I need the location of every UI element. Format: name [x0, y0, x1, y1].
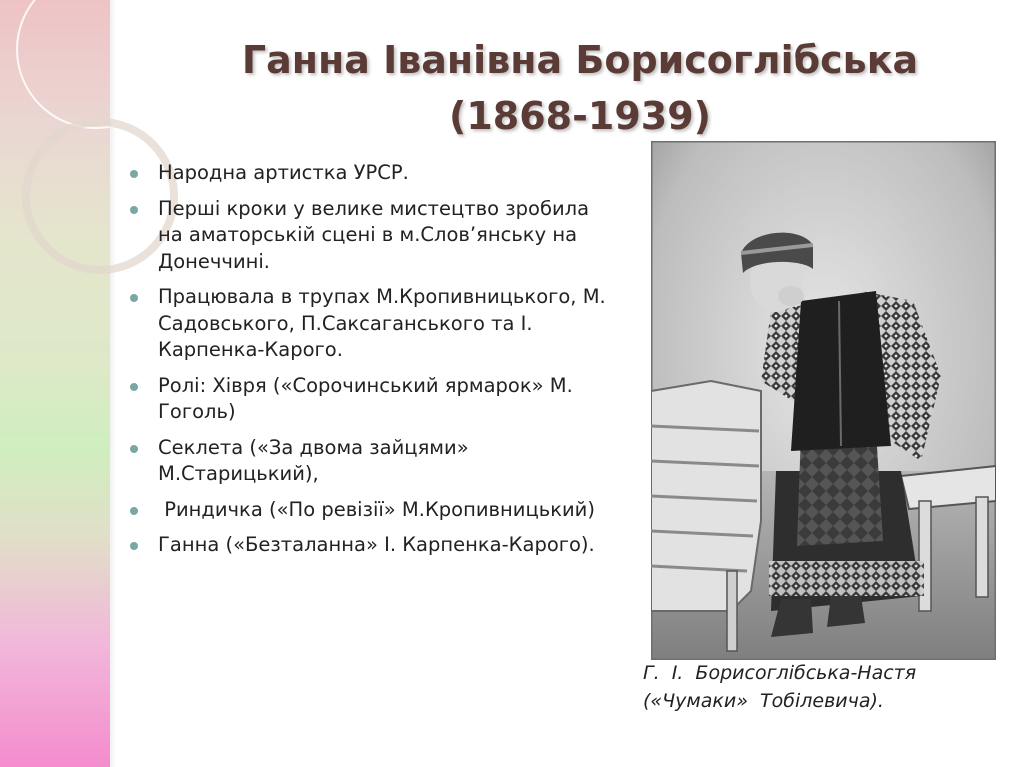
bullet-item — [128, 160, 608, 187]
photo-caption — [643, 659, 1013, 715]
bullet-item — [128, 284, 608, 364]
bullet-text: Перші кроки у велике мистецтво зробила на аматорській сцені в м.Слов’янську на Донеччині. — [158, 196, 590, 273]
slide-title — [220, 32, 940, 144]
caption-line-2: («Чумаки» Тобілевича). — [643, 690, 884, 712]
bullet-item — [128, 373, 608, 426]
bullet-text: Народна артистка УРСР. — [158, 161, 409, 184]
biography-bullet-list — [128, 160, 608, 568]
bullet-dot-icon — [130, 542, 138, 550]
title-years: (1868-1939) — [448, 94, 712, 138]
bullet-text: Ганна («Безталанна» І. Карпенка-Карого). — [158, 533, 595, 556]
bullet-item — [128, 497, 608, 524]
actress-portrait-photo — [651, 141, 996, 660]
bullet-item — [128, 532, 608, 559]
bullet-text: Секлета («За двома зайцями» М.Старицький), — [158, 435, 469, 485]
bullet-text: Ролі: Хівря («Сорочинський ярмарок» М. Гоголь) — [158, 373, 573, 423]
bullet-item — [128, 196, 608, 276]
bullet-dot-icon — [130, 206, 138, 214]
bullet-item — [128, 435, 608, 488]
bullet-dot-icon — [130, 294, 138, 302]
caption-line-1: Г. І. Борисоглібська-Настя — [643, 662, 917, 684]
bullet-text: Риндичка («По ревізії» М.Кропивницький) — [158, 497, 595, 521]
title-name: Ганна Іванівна Борисоглібська — [241, 38, 919, 82]
bullet-dot-icon — [130, 170, 138, 178]
bullet-text: Працювала в трупах М.Кропивницького, М. Садовського, П.Саксаганського та І. Карпенка-Карого. — [158, 285, 606, 361]
bullet-dot-icon — [130, 445, 138, 453]
bullet-dot-icon — [130, 383, 138, 391]
bullet-dot-icon — [130, 507, 138, 515]
